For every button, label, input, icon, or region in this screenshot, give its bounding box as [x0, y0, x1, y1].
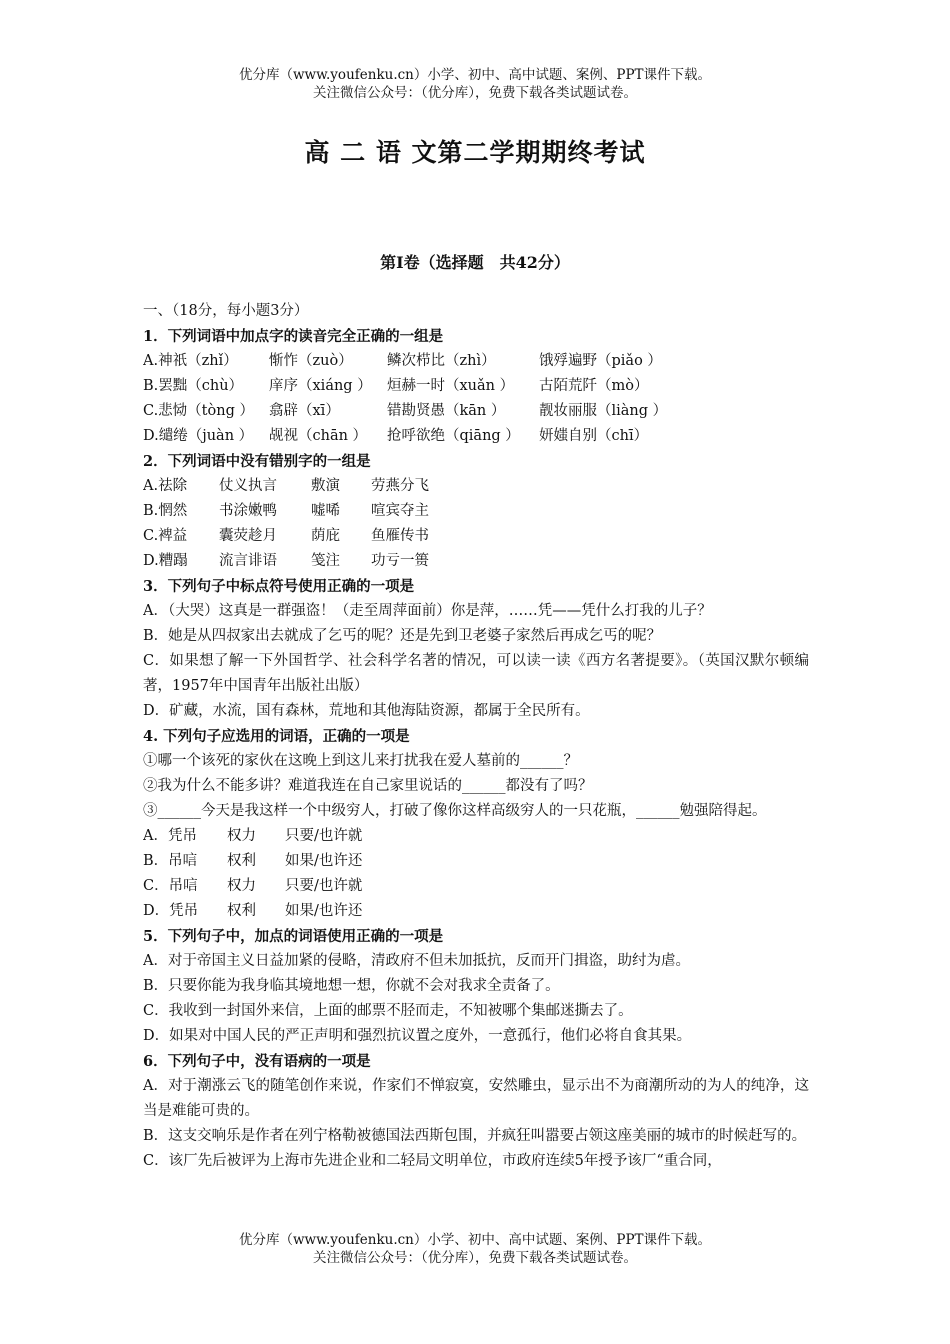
q4-d-1: D．凭吊	[143, 903, 199, 919]
header-line-2: 关注微信公众号：（优分库），免费下载各类试题试卷。	[313, 85, 637, 101]
q1-c-3: 错勘贤愚（kān ）	[387, 403, 506, 419]
page-header	[0, 66, 950, 102]
q2-a-4: 劳燕分飞	[371, 478, 429, 494]
q4-sentence-3: ③______今天是我这样一个中级穷人，打破了像你这样高级穷人的一只花瓶，______勉强陪得起。	[143, 803, 767, 819]
q4-c-3: 只要/也许就	[285, 878, 363, 894]
q1-d-1: D.缱绻（juàn ）	[143, 428, 254, 444]
q2-option-b	[143, 499, 809, 524]
q1-a-2: 惭怍（zuò）	[269, 353, 353, 369]
q2-d-1: D.糟蹋	[143, 553, 188, 569]
q2-c-3: 荫庇	[311, 528, 340, 544]
q1-option-a	[143, 349, 809, 374]
q1-b-3: 烜赫一时（xuǎn ）	[387, 378, 515, 394]
q4-option-d	[143, 899, 809, 924]
q2-a-2: 仗义执言	[219, 478, 277, 494]
page-footer	[0, 1231, 950, 1267]
q1-d-3: 抢呼欲绝（qiāng ）	[387, 428, 520, 444]
q4-d-3: 如果/也许还	[285, 903, 363, 919]
footer-line-2: 关注微信公众号：（优分库），免费下载各类试题试卷。	[313, 1250, 637, 1266]
q6-option-a: A．对于潮涨云飞的随笔创作来说，作家们不惮寂寞，安然雕虫，显示出不为商潮所动的为人的纯净，这当是难能可贵的。	[143, 1078, 809, 1119]
q5-option-a: A．对于帝国主义日益加紧的侵略，清政府不但未加抵抗，反而开门揖盗，助纣为虐。	[143, 953, 690, 969]
q6-option-c: C．该厂先后被评为上海市先进企业和二轻局文明单位，市政府连续5年授予该厂“重合同，	[143, 1153, 722, 1169]
q4-c-2: 权力	[227, 878, 256, 894]
q4-a-3: 只要/也许就	[285, 828, 363, 844]
q2-stem: 2．下列词语中没有错别字的一组是	[143, 453, 371, 470]
q5-option-d: D．如果对中国人民的严正声明和强烈抗议置之度外，一意孤行，他们必将自食其果。	[143, 1028, 692, 1044]
q1-a-3: 鳞次栉比（zhì）	[387, 353, 496, 369]
q4-option-c	[143, 874, 809, 899]
q4-option-a	[143, 824, 809, 849]
q1-c-4: 靓妆丽服（liàng ）	[539, 403, 668, 419]
q2-c-1: C.裨益	[143, 528, 188, 544]
q5-option-c: C．我收到一封国外来信，上面的邮票不胫而走，不知被哪个集邮迷撕去了。	[143, 1003, 633, 1019]
q1-d-4: 妍媸自别（chī）	[539, 428, 649, 444]
q1-c-1: C.悲恸（tòng ）	[143, 403, 254, 419]
footer-line-1: 优分库（www.youfenku.cn）小学、初中、高中试题、案例、PPT课件下载。	[238, 1232, 712, 1248]
q4-b-2: 权利	[227, 853, 256, 869]
q4-a-1: A．凭吊	[143, 828, 197, 844]
q1-b-2: 庠序（xiáng ）	[269, 378, 372, 394]
q2-option-c	[143, 524, 809, 549]
q3-option-a: A．（大哭）这真是一群强盗！（走至周萍面前）你是萍，……凭——凭什么打我的儿子？	[143, 603, 712, 619]
q1-stem: 1．下列词语中加点字的读音完全正确的一组是	[143, 328, 444, 345]
q2-d-2: 流言诽语	[219, 553, 277, 569]
q1-b-4: 古陌荒阡（mò）	[539, 378, 649, 394]
q4-sentence-2: ②我为什么不能多讲？难道我连在自己家里说话的______都没有了吗？	[143, 778, 593, 794]
q1-b-1: B.罢黜（chù）	[143, 378, 244, 394]
q1-c-2: 翕辟（xī）	[269, 403, 340, 419]
q4-option-b	[143, 849, 809, 874]
q1-a-4: 饿殍遍野（piǎo ）	[539, 353, 662, 369]
q2-d-3: 笺注	[311, 553, 340, 569]
q2-c-4: 鱼雁传书	[371, 528, 429, 544]
q2-a-1: A.祛除	[143, 478, 188, 494]
header-line-1: 优分库（www.youfenku.cn）小学、初中、高中试题、案例、PPT课件下载。	[238, 67, 712, 83]
q3-option-c: C．如果想了解一下外国哲学、社会科学名著的情况，可以读一读《西方名著提要》。（英国汉默尔顿编著，1957年中国青年出版社出版）	[143, 653, 809, 694]
q5-stem: 5．下列句子中，加点的词语使用正确的一项是	[143, 928, 444, 945]
q1-option-b	[143, 374, 809, 399]
q1-option-c	[143, 399, 809, 424]
q2-b-2: 书涂嫩鸭	[219, 503, 277, 519]
q4-c-1: C．吊唁	[143, 878, 198, 894]
exam-title: 高 二 语 文第二学期期终考试	[304, 138, 646, 167]
q5-option-b: B．只要你能为我身临其境地想一想，你就不会对我求全责备了。	[143, 978, 560, 994]
q3-option-b: B．她是从四叔家出去就成了乞丐的呢？还是先到卫老婆子家然后再成乞丐的呢？	[143, 628, 662, 644]
q2-b-1: B.惘然	[143, 503, 188, 519]
q4-sentence-1: ①哪一个该死的家伙在这晚上到这儿来打扰我在爱人墓前的______？	[143, 753, 578, 769]
part-1-heading: 一、（18分，每小题3分）	[143, 303, 309, 319]
q2-a-3: 敷演	[311, 478, 340, 494]
q2-c-2: 囊荧趁月	[219, 528, 277, 544]
q1-a-1: A.神祇（zhǐ）	[143, 353, 238, 369]
q4-a-2: 权力	[227, 828, 256, 844]
q2-option-d	[143, 549, 809, 574]
q2-b-4: 喧宾夺主	[371, 503, 429, 519]
q4-b-1: B．吊唁	[143, 853, 198, 869]
q4-stem: 4. 下列句子应选用的词语，正确的一项是	[143, 728, 410, 745]
q6-option-b: B．这支交响乐是作者在列宁格勒被德国法西斯包围，并疯狂叫嚣要占领这座美丽的城市的时候赶写的。	[143, 1128, 807, 1144]
q1-d-2: 觇视（chān ）	[269, 428, 368, 444]
q2-b-3: 嘘唏	[311, 503, 340, 519]
q1-option-d	[143, 424, 809, 449]
exam-body	[143, 299, 809, 1174]
section-title: 第Ⅰ卷（选择题 共42分）	[380, 253, 570, 272]
q2-d-4: 功亏一篑	[371, 553, 429, 569]
q4-d-2: 权利	[227, 903, 256, 919]
q4-b-3: 如果/也许还	[285, 853, 363, 869]
q2-option-a	[143, 474, 809, 499]
q6-stem: 6．下列句子中，没有语病的一项是	[143, 1053, 371, 1070]
q3-stem: 3．下列句子中标点符号使用正确的一项是	[143, 578, 415, 595]
q3-option-d: D．矿藏，水流，国有森林，荒地和其他海陆资源，都属于全民所有。	[143, 703, 590, 719]
